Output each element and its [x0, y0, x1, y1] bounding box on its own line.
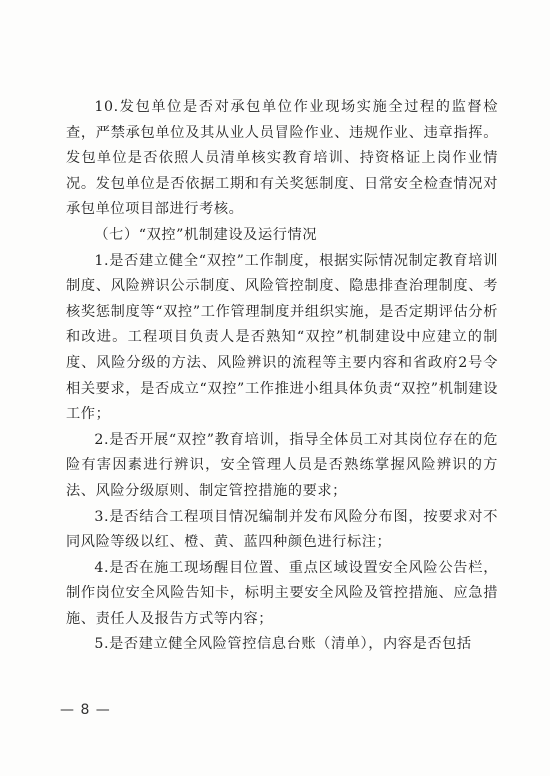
document-body [66, 95, 498, 658]
section-heading: （七）“双控”机制建设及运行情况 [94, 226, 318, 243]
list-item-4: 4.是否在施工现场醒目位置、重点区域设置安全风险公告栏，制作岗位安全风险告知卡，标明主要安全风险及管控措施、应急措施、责任人及报告方式等内容； [66, 559, 498, 627]
page-number: — 8 — [60, 702, 111, 718]
list-item-5: 5.是否建立健全风险管控信息台账（清单），内容是否包括 [94, 636, 472, 653]
list-item-1: 1.是否建立健全“双控”工作制度，根据实际情况制定教育培训制度、风险辨识公示制度、风险管控制度、隐患排查治理制度、考核奖惩制度等“双控”工作管理制度并组织实施，是否定期评估分析和改进。工程项目负责人是否熟知“双控”机制建设中应建立的制度、风险分级的方法、风险辨识的流程等主要内容和省政府2号令相关要求，是否成立“双控”工作推进小组具体负责“双控”机制建设工作； [66, 252, 498, 423]
paragraph-item-10: 10.发包单位是否对承包单位作业现场实施全过程的监督检查，严禁承包单位及其从业人员冒险作业、违规作业、违章指挥。发包单位是否依照人员清单核实教育培训、持资格证上岗作业情况。发包单位是否依据工期和有关奖惩制度、日常安全检查情况对承包单位项目部进行考核。 [66, 99, 498, 218]
list-item-3: 3.是否结合工程项目情况编制并发布风险分布图，按要求对不同风险等级以红、橙、黄、蓝四种颜色进行标注； [66, 508, 498, 551]
list-item-2: 2.是否开展“双控”教育培训，指导全体员工对其岗位存在的危险有害因素进行辨识，安全管理人员是否熟练掌握风险辨识的方法、风险分级原则、制定管控措施的要求； [66, 431, 498, 499]
